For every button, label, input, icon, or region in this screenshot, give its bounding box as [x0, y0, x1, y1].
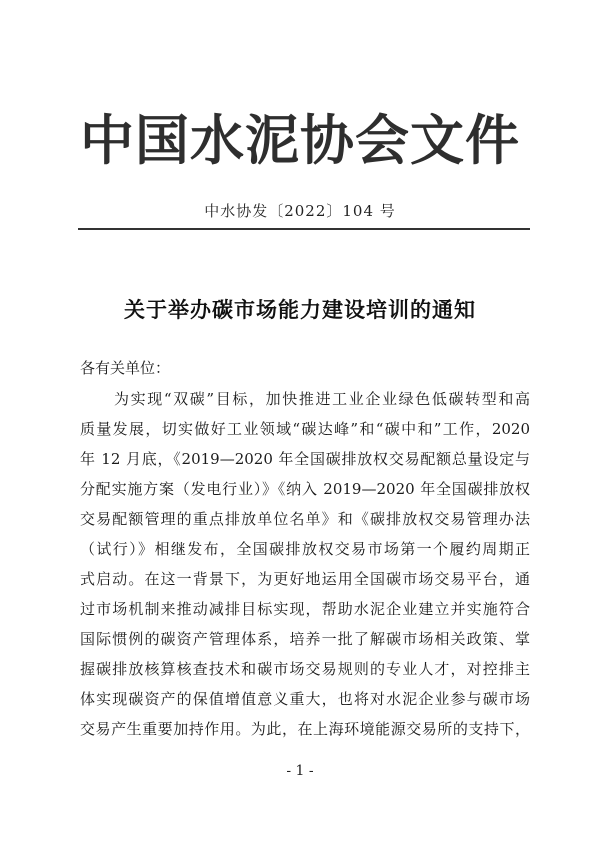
page-number: - 1 - — [286, 763, 314, 779]
body-line: 分配实施方案（发电行业）》《纳入 2019—2020 年全国碳排放权 — [80, 480, 530, 498]
body-line: 国际惯例的碳资产管理体系，培养一批了解碳市场相关政策、掌 — [80, 630, 530, 648]
body-line: （试行）》相继发布，全国碳排放权交易市场第一个履约周期正 — [80, 540, 530, 558]
notice-title: 关于举办碳市场能力建设培训的通知 — [124, 298, 476, 322]
body-line: 为实现“双碳”目标，加快推进工业企业绿色低碳转型和高 — [114, 390, 530, 408]
body-line: 年 12 月底，《2019—2020 年全国碳排放权交易配额总量设定与 — [80, 450, 530, 468]
body-line: 过市场机制来推动减排目标实现，帮助水泥企业建立并实施符合 — [80, 600, 530, 618]
document-header-title: 中国水泥协会文件 — [80, 108, 520, 172]
body-line: 质量发展，切实做好工业领域“碳达峰”和“碳中和”工作，2020 — [80, 420, 530, 438]
body-line: 体实现碳资产的保值增值意义重大，也将对水泥企业参与碳市场 — [80, 690, 530, 708]
body-line: 握碳排放核算核查技术和碳市场交易规则的专业人才，对控排主 — [80, 660, 530, 678]
body-line: 式启动。在这一背景下，为更好地运用全国碳市场交易平台，通 — [80, 570, 530, 588]
header-divider — [78, 228, 530, 230]
body-line: 交易产生重要加持作用。为此，在上海环境能源交易所的支持下， — [80, 720, 530, 738]
body-line: 交易配额管理的重点排放单位名单》和《碳排放权交易管理办法 — [80, 510, 530, 528]
addressee: 各有关单位： — [80, 359, 171, 377]
document-number: 中水协发〔2022〕104 号 — [204, 202, 396, 220]
